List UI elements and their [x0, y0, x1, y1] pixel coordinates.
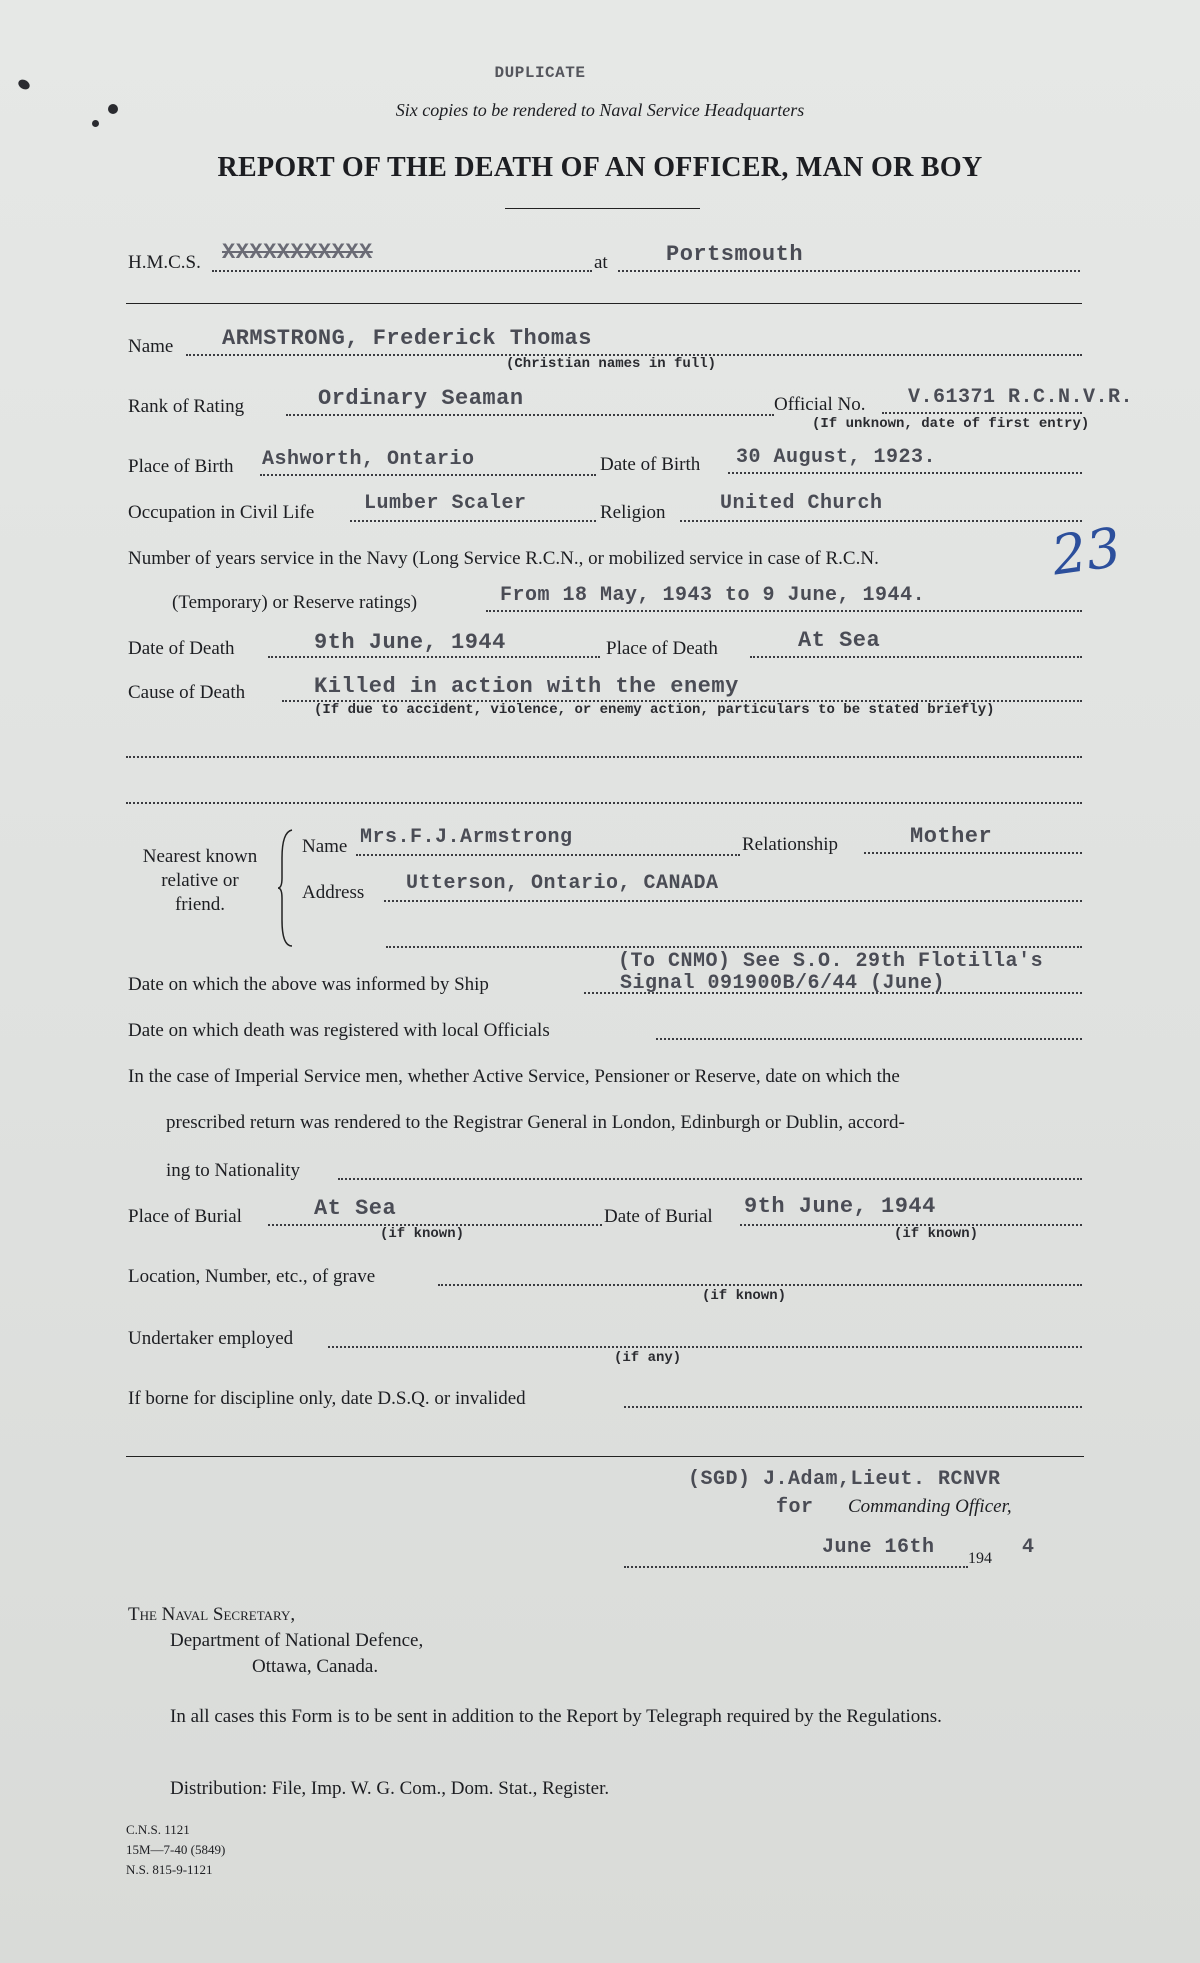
- cause-extra-line-2: [126, 802, 1082, 804]
- at-line: [618, 270, 1080, 272]
- relative-name-line: [356, 854, 740, 856]
- signature-line: (SGD) J.Adam,Lieut. RCNVR: [688, 1468, 1001, 1491]
- death-date-label: Date of Death: [128, 638, 235, 659]
- ship-value: XXXXXXXXXXX: [222, 240, 373, 265]
- relative-address-line: [384, 900, 1082, 902]
- relationship-line: [864, 852, 1082, 854]
- form-code-2: 15M—7-40 (5849): [126, 1842, 226, 1857]
- imperial-line-3: ing to Nationality: [166, 1160, 301, 1181]
- grave-line: [438, 1284, 1082, 1286]
- relationship-label: Relationship: [742, 834, 839, 855]
- ship-label: H.M.C.S.: [128, 252, 201, 273]
- service-line-2: (Temporary) or Reserve ratings): [172, 592, 418, 613]
- undertaker-line: [328, 1346, 1082, 1348]
- birth-place-value: Ashworth, Ontario: [262, 448, 475, 471]
- registered-label: Date on which death was registered with local Officials: [128, 1020, 550, 1041]
- informed-value-line-2: Signal 091900B/6/44 (June): [620, 972, 946, 995]
- relationship-value: Mother: [910, 824, 993, 849]
- commanding-officer-label: Commanding Officer,: [848, 1496, 1012, 1517]
- relative-name-label: Name: [302, 836, 348, 857]
- duplicate-stamp: DUPLICATE: [494, 64, 586, 82]
- burial-date-hint: (if known): [894, 1226, 979, 1242]
- cause-hint: (If due to accident, violence, or enemy action, particulars to be stated briefly): [314, 702, 995, 718]
- burial-place-label: Place of Burial: [128, 1206, 242, 1227]
- form-title: REPORT OF THE DEATH OF AN OFFICER, MAN OR BOY: [217, 152, 983, 183]
- relative-address-value: Utterson, Ontario, CANADA: [406, 872, 719, 895]
- relative-address-line-2: [386, 946, 1082, 948]
- distribution-note: Distribution: File, Imp. W. G. Com., Dom. Stat., Register.: [170, 1778, 610, 1799]
- signature-year-suffix: 4: [1022, 1536, 1035, 1559]
- address-line-2: Department of National Defence,: [170, 1630, 424, 1651]
- occupation-label: Occupation in Civil Life: [128, 502, 315, 523]
- official-no-label: Official No.: [774, 394, 866, 415]
- official-no-value: V.61371 R.C.N.V.R.: [908, 386, 1134, 409]
- discipline-label: If borne for discipline only, date D.S.Q. or invalided: [128, 1388, 526, 1409]
- signature-for: for: [776, 1496, 814, 1519]
- at-value: Portsmouth: [666, 242, 804, 267]
- handwritten-number: 23: [1047, 515, 1125, 588]
- relative-group-label-1: Nearest known: [142, 846, 258, 867]
- imperial-line-2: prescribed return was rendered to the Registrar General in London, Edinburgh or Dublin, accord-: [166, 1112, 905, 1133]
- cause-value: Killed in action with the enemy: [314, 674, 739, 699]
- service-line-1: Number of years service in the Navy (Long Service R.C.N., or mobilized service in case of R.C.N.: [128, 548, 879, 569]
- title-rule: [505, 208, 700, 209]
- form-code-3: N.S. 815-9-1121: [126, 1862, 213, 1877]
- at-label: at: [594, 252, 608, 273]
- death-place-label: Place of Death: [606, 638, 718, 659]
- religion-line: [680, 520, 1082, 522]
- informed-value-line-1: (To CNMO) See S.O. 29th Flotilla's: [618, 950, 1044, 973]
- registered-line: [656, 1038, 1082, 1040]
- signature-year-prefix: 194: [968, 1550, 992, 1567]
- death-place-value: At Sea: [798, 628, 881, 653]
- ship-line: [212, 270, 592, 272]
- discipline-line: [624, 1406, 1082, 1408]
- death-date-value: 9th June, 1944: [314, 630, 506, 655]
- imperial-line: [338, 1178, 1082, 1180]
- cause-extra-line-1: [126, 756, 1082, 758]
- undertaker-hint: (if any): [614, 1350, 682, 1366]
- cause-label: Cause of Death: [128, 682, 246, 703]
- rank-value: Ordinary Seaman: [318, 386, 524, 411]
- official-no-line: [882, 412, 1082, 414]
- birth-date-label: Date of Birth: [600, 454, 701, 475]
- occupation-line: [350, 520, 596, 522]
- grave-label: Location, Number, etc., of grave: [128, 1266, 376, 1287]
- burial-date-label: Date of Burial: [604, 1206, 713, 1227]
- religion-label: Religion: [600, 502, 666, 523]
- birth-date-value: 30 August, 1923.: [736, 446, 937, 469]
- relative-address-label: Address: [302, 882, 365, 903]
- ink-blot: [17, 78, 32, 92]
- address-line-1: The Naval Secretary,: [128, 1604, 296, 1625]
- form-code-1: C.N.S. 1121: [126, 1822, 190, 1837]
- signature-rule: [126, 1456, 1084, 1457]
- occupation-value: Lumber Scaler: [364, 492, 527, 515]
- relative-brace: [278, 828, 294, 948]
- name-hint: (Christian names in full): [506, 356, 717, 372]
- burial-date-value: 9th June, 1944: [744, 1194, 936, 1219]
- death-place-line: [750, 656, 1082, 658]
- death-date-line: [268, 656, 600, 658]
- birth-place-label: Place of Birth: [128, 456, 234, 477]
- footer-note: In all cases this Form is to be sent in addition to the Report by Telegraph required by the Regulations.: [170, 1706, 942, 1727]
- name-label: Name: [128, 336, 174, 357]
- rank-label: Rank of Rating: [128, 396, 245, 417]
- rank-line: [286, 414, 774, 416]
- relative-group-label-2: relative or: [161, 870, 239, 891]
- ink-blot: [92, 120, 99, 127]
- informed-label: Date on which the above was informed by Ship: [128, 974, 489, 995]
- birth-date-line: [728, 472, 1082, 474]
- signature-date-line: [624, 1566, 968, 1568]
- name-value: ARMSTRONG, Frederick Thomas: [222, 326, 592, 351]
- birth-place-line: [260, 474, 596, 476]
- signature-date-value: June 16th: [822, 1536, 935, 1559]
- burial-place-value: At Sea: [314, 1196, 397, 1221]
- section-rule: [126, 303, 1082, 304]
- ink-blot: [108, 104, 118, 114]
- official-no-hint: (If unknown, date of first entry): [812, 416, 1090, 432]
- undertaker-label: Undertaker employed: [128, 1328, 294, 1349]
- religion-value: United Church: [720, 492, 883, 515]
- relative-name-value: Mrs.F.J.Armstrong: [360, 826, 573, 849]
- imperial-line-1: In the case of Imperial Service men, whether Active Service, Pensioner or Reserve, date on which the: [128, 1066, 900, 1087]
- address-line-3: Ottawa, Canada.: [252, 1656, 379, 1677]
- burial-place-hint: (if known): [380, 1226, 465, 1242]
- grave-hint: (if known): [702, 1288, 787, 1304]
- relative-group-label-3: friend.: [174, 894, 226, 915]
- service-value: From 18 May, 1943 to 9 June, 1944.: [500, 584, 926, 607]
- copies-note: Six copies to be rendered to Naval Service Headquarters: [395, 100, 805, 120]
- service-value-line: [486, 610, 1082, 612]
